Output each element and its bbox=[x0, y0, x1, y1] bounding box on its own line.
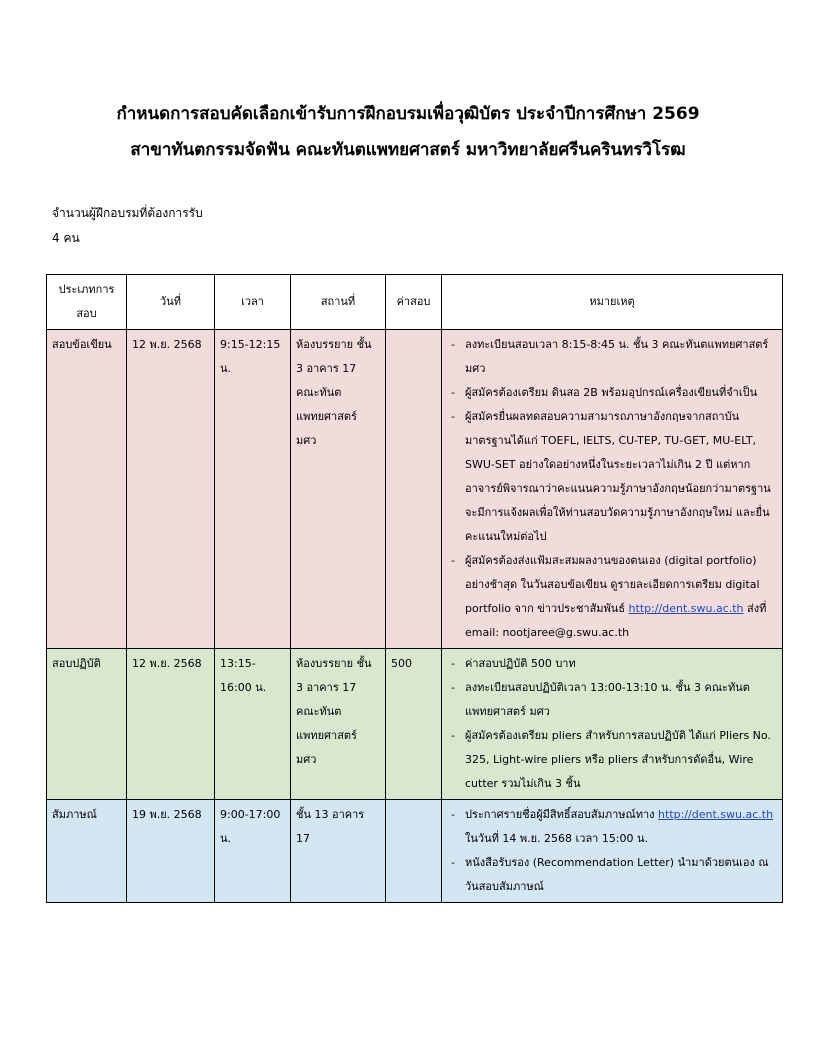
note-item-announce bbox=[451, 803, 777, 851]
cell-date: 19 พ.ย. 2568 bbox=[127, 800, 215, 903]
cell-notes bbox=[442, 649, 783, 800]
cell-date: 12 พ.ย. 2568 bbox=[127, 649, 215, 800]
trainee-count-label: จำนวนผู้ฝึกอบรมที่ต้องการรับ bbox=[52, 206, 203, 220]
dent-website-link[interactable]: http://dent.swu.ac.th bbox=[628, 602, 744, 615]
note-item: - ลงทะเบียนสอบปฏิบัติเวลา 13:00-13:10 น. ชั้น 3 คณะทันตแพทยศาสตร์ มศว bbox=[451, 676, 777, 724]
portfolio-note-text: ผู้สมัครต้องส่งแฟ้มสะสมผลงานของตนเอง (digital portfolio) อย่างช้าสุด ในวันสอบข้อเขียน ดูรายละเอียดการเตรียม digital portfolio จาก ข่าวประชาสัมพันธ์ bbox=[465, 554, 760, 615]
cell-fee bbox=[386, 800, 442, 903]
announce-note-text: ประกาศรายชื่อผู้มีสิทธิ์สอบสัมภาษณ์ทาง bbox=[465, 808, 659, 821]
note-item: - ผู้สมัครต้องเตรียม pliers สำหรับการสอบปฏิบัติ ได้แก่ Pliers No. 325, Light-wire pliers หรือ pliers สำหรับการดัดอื่น, Wire cutter รวมไม่เกิน 3 ชิ้น bbox=[451, 724, 777, 796]
announce-date-text: ในวันที่ 14 พ.ย. 2568 เวลา 15:00 น. bbox=[465, 832, 649, 845]
note-item: - หนังสือรับรอง (Recommendation Letter) นำมาด้วยตนเอง ณ วันสอบสัมภาษณ์ bbox=[451, 851, 777, 899]
note-item: - ค่าสอบปฏิบัติ 500 บาท bbox=[451, 652, 777, 676]
cell-place: ห้องบรรยาย ชั้น 3 อาคาร 17 คณะทันตแพทยศาสตร์ มศว bbox=[291, 330, 386, 649]
header-fee: ค่าสอบ bbox=[386, 275, 442, 330]
cell-place: ห้องบรรยาย ชั้น 3 อาคาร 17 คณะทันตแพทยศาสตร์ มศว bbox=[291, 649, 386, 800]
header-date: วันที่ bbox=[127, 275, 215, 330]
note-item: - ผู้สมัครต้องเตรียม ดินสอ 2B พร้อมอุปกรณ์เครื่องเขียนที่จำเป็น bbox=[451, 381, 777, 405]
note-item-portfolio bbox=[451, 549, 777, 645]
notes-list bbox=[447, 803, 777, 899]
trainee-count-value: 4 คน bbox=[52, 231, 80, 245]
header-place: สถานที่ bbox=[291, 275, 386, 330]
cell-place: ชั้น 13 อาคาร 17 bbox=[291, 800, 386, 903]
table-row bbox=[47, 330, 783, 649]
table-row bbox=[47, 649, 783, 800]
table-header-row bbox=[47, 275, 783, 330]
table-row bbox=[47, 800, 783, 903]
notes-list bbox=[447, 333, 777, 645]
cell-fee: 500 bbox=[386, 649, 442, 800]
cell-notes bbox=[442, 800, 783, 903]
header-notes: หมายเหตุ bbox=[442, 275, 783, 330]
dent-website-link[interactable]: http://dent.swu.ac.th bbox=[658, 808, 774, 821]
exam-schedule-table bbox=[46, 274, 783, 903]
portfolio-email-text: ส่งที่ email: nootjaree@g.swu.ac.th bbox=[465, 602, 767, 639]
cell-fee bbox=[386, 330, 442, 649]
cell-time: 9:15-12:15 น. bbox=[215, 330, 291, 649]
note-item: - ลงทะเบียนสอบเวลา 8:15-8:45 น. ชั้น 3 คณะทันตแพทยศาสตร์ มศว bbox=[451, 333, 777, 381]
note-item: - ผู้สมัครยื่นผลทดสอบความสามารถภาษาอังกฤษจากสถาบันมาตรฐานได้แก่ TOEFL, IELTS, CU-TEP, TU-GET, MU-ELT, SWU-SET อย่างใดอย่างหนึ่งในระยะเวลาไม่เกิน 2 ปี แต่หากอาจารย์พิจารณาว่าคะแนนความรู้ภาษาอังกฤษน้อยกว่ามาตรฐานจะมีการแจ้งผลเพื่อให้ท่านสอบวัดความรู้ภาษาอังกฤษใหม่ และยื่นคะแนนใหม่ต่อไป bbox=[451, 405, 777, 549]
document-title-line-1: กำหนดการสอบคัดเลือกเข้ารับการฝึกอบรมเพื่อวุฒิบัตร ประจำปีการศึกษา 2569 bbox=[116, 104, 700, 124]
cell-time: 9:00-17:00 น. bbox=[215, 800, 291, 903]
header-time: เวลา bbox=[215, 275, 291, 330]
cell-notes bbox=[442, 330, 783, 649]
document-title-line-2: สาขาทันตกรรมจัดฟัน คณะทันตแพทยศาสตร์ มหาวิทยาลัยศรีนครินทรวิโรฒ bbox=[130, 140, 686, 160]
notes-list bbox=[447, 652, 777, 796]
cell-exam-type: สัมภาษณ์ bbox=[47, 800, 127, 903]
cell-exam-type: สอบปฏิบัติ bbox=[47, 649, 127, 800]
header-exam-type: ประเภทการสอบ bbox=[47, 275, 127, 330]
cell-date: 12 พ.ย. 2568 bbox=[127, 330, 215, 649]
cell-exam-type: สอบข้อเขียน bbox=[47, 330, 127, 649]
cell-time: 13:15-16:00 น. bbox=[215, 649, 291, 800]
